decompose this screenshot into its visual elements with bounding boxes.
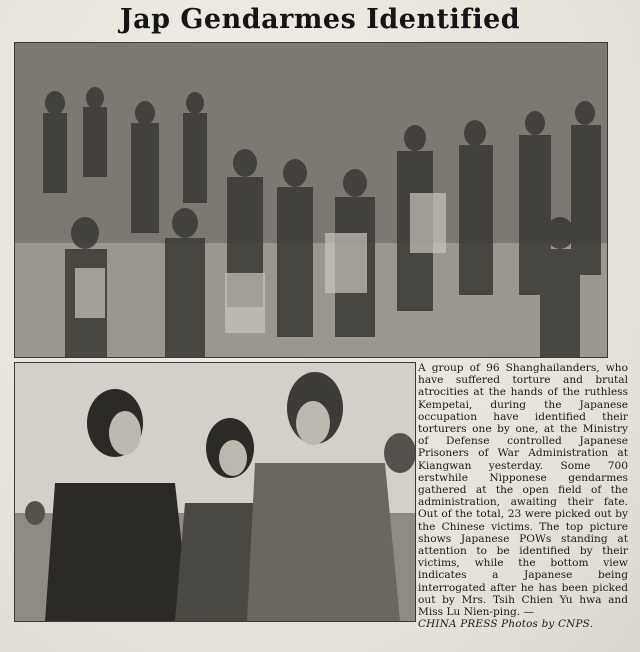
photo-caption [418, 362, 628, 634]
interrogation-illustration [15, 363, 415, 621]
caption-text: A group of 96 Shanghailanders, who have suffered torture and brutal atrocities at the hands of the ruthless Kempetai, during the Japanese occupation have identified their torturers one by one, at the Ministry of Defense controlled Japanese Prisoners of War Administration at Kiangwan yesterday. Some 700 erstwhile Nipponese gendarmes gathered at the open field of the administration, awaiting their fate. Out of the total, 23 were picked out by the Chinese victims. The top picture shows Japanese POWs standing at attention to be identified by their victims, while the bottom view indicates a Japanese being interrogated after he has been picked out by Mrs. Tsih Chien Yu hwa and Miss Lu Nien-ping. — [418, 362, 628, 619]
headline: Jap Gendarmes Identified [119, 4, 521, 35]
bottom-photo-interrogation [14, 362, 416, 622]
crowd-illustration [15, 43, 607, 357]
photo-credit: CHINA PRESS Photos by CNPS. [418, 618, 594, 631]
top-photo-pow-lineup [14, 42, 608, 358]
